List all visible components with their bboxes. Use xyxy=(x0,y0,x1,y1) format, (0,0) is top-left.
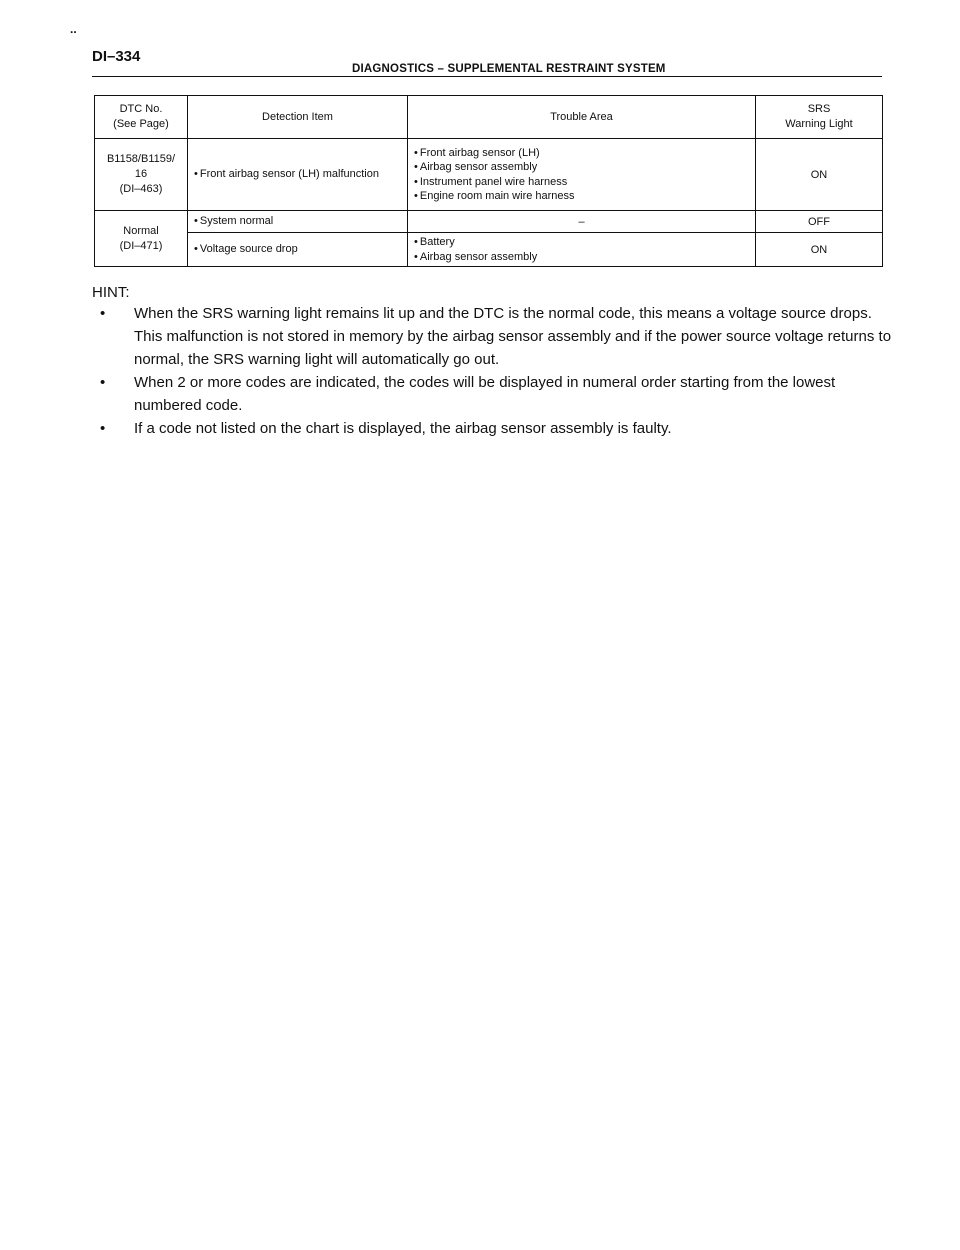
dtc-code-line2: 16 xyxy=(134,168,148,180)
hint-text: When the SRS warning light remains lit up and the DTC is the normal code, this means a voltage source drops. xyxy=(134,305,872,322)
trouble-area-item: • Front airbag sensor (LH) xyxy=(414,146,749,161)
hint-item xyxy=(92,371,892,417)
detection-item: • Voltage source drop xyxy=(194,242,401,257)
dtc-code-line2: (DI–471) xyxy=(119,239,163,252)
bullet-icon: • xyxy=(100,420,106,437)
bullet-icon: • xyxy=(100,305,106,322)
column-header-dtc-line2: (See Page) xyxy=(113,118,169,130)
trouble-area-item: • Battery xyxy=(414,235,749,250)
dtc-code-line3: (DI–463) xyxy=(119,183,163,195)
header-rule xyxy=(92,76,882,77)
table-row xyxy=(95,211,883,233)
hint-item-continuation xyxy=(92,325,892,371)
trouble-area-item: • Engine room main wire harness xyxy=(414,189,749,204)
warning-light-cell: ON xyxy=(756,233,883,267)
hint-text: When 2 or more codes are indicated, the codes will be displayed in numeral order starting from the lowest numbered code. xyxy=(134,374,836,414)
warning-light-cell: ON xyxy=(756,139,883,211)
column-header-detection: Detection Item xyxy=(188,96,408,139)
column-header-srs-light xyxy=(756,96,883,139)
column-header-srs-line2: Warning Light xyxy=(785,118,853,130)
trouble-area-item: • Airbag sensor assembly xyxy=(414,160,749,175)
table-header-row xyxy=(95,96,883,139)
warning-light-cell: OFF xyxy=(756,211,883,233)
table-row xyxy=(95,233,883,267)
detection-item: • Front airbag sensor (LH) malfunction xyxy=(194,167,401,182)
column-header-srs-line1: SRS xyxy=(807,103,831,115)
hint-item xyxy=(92,417,892,440)
detection-item-cell xyxy=(188,211,408,233)
trouble-area-cell: – xyxy=(408,211,756,233)
page-corner-mark: .. xyxy=(70,22,77,36)
hint-title: HINT: xyxy=(92,284,130,301)
hint-text: This malfunction is not stored in memory by the airbag sensor assembly and if the power source voltage returns to normal, the SRS warning light will automatically go out. xyxy=(134,328,892,368)
page-number: DI–334 xyxy=(92,48,141,65)
trouble-area-item: • Instrument panel wire harness xyxy=(414,175,749,190)
detection-item-cell xyxy=(188,139,408,211)
column-header-dtc-line1: DTC No. xyxy=(119,103,163,115)
detection-item: • System normal xyxy=(194,214,401,229)
dtc-code-cell xyxy=(95,211,188,267)
dtc-code-cell xyxy=(95,139,188,211)
hint-text: If a code not listed on the chart is displayed, the airbag sensor assembly is faulty. xyxy=(134,420,672,437)
dtc-code-line1: B1158/B1159/ xyxy=(106,153,176,165)
trouble-area-cell xyxy=(408,139,756,211)
table-row xyxy=(95,139,883,211)
detection-item-cell xyxy=(188,233,408,267)
column-header-trouble-area: Trouble Area xyxy=(408,96,756,139)
trouble-area-cell xyxy=(408,233,756,267)
trouble-area-item: • Airbag sensor assembly xyxy=(414,250,749,265)
hint-list xyxy=(92,302,892,440)
hint-item xyxy=(92,302,892,325)
section-title: DIAGNOSTICS – SUPPLEMENTAL RESTRAINT SYSTEM xyxy=(352,63,666,75)
column-header-dtc xyxy=(95,96,188,139)
bullet-icon: • xyxy=(100,374,106,391)
dtc-table xyxy=(94,95,883,267)
dtc-code-line1: Normal xyxy=(123,224,159,237)
